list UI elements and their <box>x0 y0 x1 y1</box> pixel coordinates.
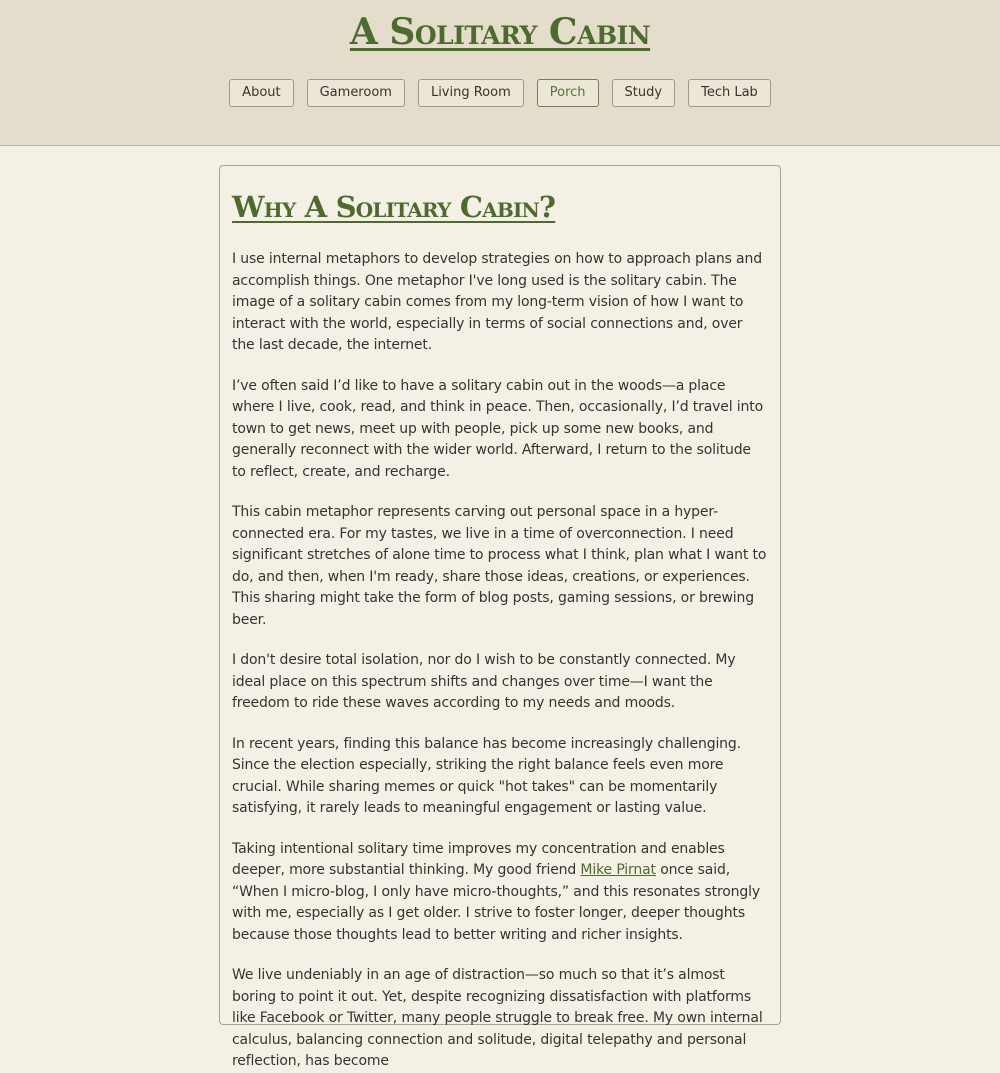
mike-pirnat-link[interactable]: Mike Pirnat <box>580 862 656 878</box>
article-paragraph-2: I’ve often said I’d like to have a solitary cabin out in the woods—a place where I live, cook, read, and think in peace. Then, occasionally, I’d travel into town to get news, meet up with people, pick up some new books, and generally reconnect with the wider world. Afterward, I return to the solitude to reflect, create, and recharge. <box>232 377 764 480</box>
nav-study-button[interactable]: Study <box>612 79 676 107</box>
article-paragraph-7: We live undeniably in an age of distraction—so much so that it’s almost boring to point it out. Yet, despite recognizing dissatisfaction with platforms like Facebook or Twitter, many people struggle to break free. My own internal calculus, balancing connection and solitude, digital telepathy and personal reflection, has become <box>232 967 763 1069</box>
article-card <box>219 165 781 1069</box>
site-header <box>0 0 1000 146</box>
article-paragraph-6 <box>232 839 768 947</box>
paragraph-6-text-after: once said, “When I micro-blog, I only have micro-thoughts,” and this resonates strongly with me, especially as I get older. I strive to foster longer, deeper thoughts because those thoughts lead to better writing and richer insights. <box>232 862 760 943</box>
site-title[interactable]: A Solitary Cabin <box>349 11 651 53</box>
article-title: Why A Solitary Cabin? <box>232 190 556 224</box>
nav-about-button[interactable]: About <box>229 79 293 107</box>
article-paragraph-4: I don't desire total isolation, nor do I wish to be constantly connected. My ideal place on this spectrum shifts and changes over time—I want the freedom to ride these waves according to my needs and moods. <box>232 652 736 711</box>
nav-porch-button[interactable]: Porch <box>537 79 599 107</box>
nav-tech-lab-button[interactable]: Tech Lab <box>688 79 771 107</box>
paragraph-6-text-before: Taking intentional solitary time improves my concentration and enables deeper, more substantial thinking. My good friend <box>232 840 725 878</box>
nav-gameroom-button[interactable]: Gameroom <box>307 79 405 107</box>
article-paragraph-5: In recent years, finding this balance has become increasingly challenging. Since the election especially, striking the right balance feels even more crucial. While sharing memes or quick "hot takes" can be momentarily satisfying, it rarely leads to meaningful engagement or lasting value. <box>232 735 741 816</box>
main-nav <box>0 79 1000 107</box>
nav-living-room-button[interactable]: Living Room <box>418 79 524 107</box>
article-paragraph-3: This cabin metaphor represents carving out personal space in a hyper-connected era. For my tastes, we live in a time of overconnection. I need significant stretches of alone time to process what I think, plan what I want to do, and then, when I'm ready, share those ideas, creations, or experiences. This sharing might take the form of blog posts, gaming sessions, or brewing beer. <box>232 504 767 628</box>
article-paragraph-1: I use internal metaphors to develop strategies on how to approach plans and accomplish things. One metaphor I've long used is the solitary cabin. The image of a solitary cabin comes from my long-term vision of how I want to interact with the world, especially in terms of social connections and, over the last decade, the internet. <box>232 251 762 353</box>
